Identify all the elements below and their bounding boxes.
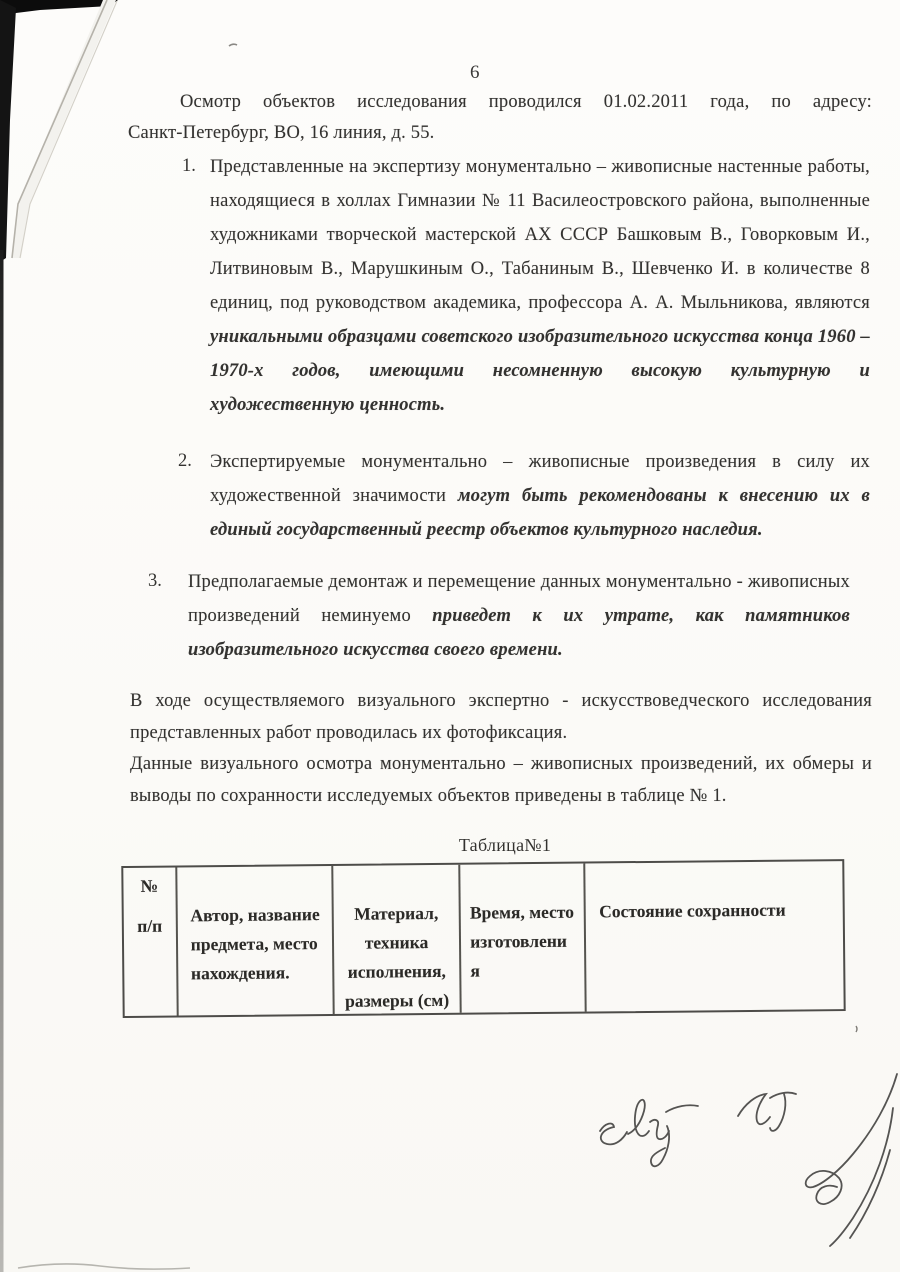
- table-header-line: Материал,: [354, 902, 439, 924]
- text-line: выводы по сохранности исследуемых объектов приведены в таблице № 1.: [130, 785, 727, 806]
- text-line: произведений неминуемо приведет к их утрате, как памятников: [188, 606, 850, 626]
- text-line: В ходе осуществляемого визуального экспертно - искусствоведческого исследования: [130, 691, 872, 711]
- text-line: Санкт-Петербург, ВО, 16 линия, д. 55.: [128, 123, 435, 143]
- dust-speck: [229, 44, 237, 46]
- text-line: уникальными образцами советского изобразительного искусства конца 1960 –: [210, 327, 870, 347]
- table-header-material: [331, 865, 460, 1014]
- left-edge-shadow: [0, 250, 4, 1272]
- table-header-line: Состояние сохранности: [599, 899, 786, 922]
- numbered-item-1: [210, 150, 870, 422]
- text-line: изобразительного искусства своего времени.: [188, 640, 563, 660]
- intro-paragraph: [128, 87, 872, 149]
- list-marker-1: 1.: [182, 156, 196, 176]
- fold-crease-line-inner: [20, 1, 117, 258]
- text-line: Осмотр объектов исследования проводился 01.02.2011 года, по адресу:: [180, 92, 872, 112]
- table-header-author: [175, 866, 333, 1015]
- list-marker-2: 2.: [178, 451, 192, 471]
- text-line: находящиеся в холлах Гимназии № 11 Василеостровского района, выполненные: [210, 191, 870, 211]
- text-line: Представленные на экспертизу монументально – живописные настенные работы,: [210, 157, 870, 177]
- table-caption: Таблица№1: [458, 835, 552, 855]
- table-header-time-place: [458, 864, 585, 1013]
- handwritten-signatures: [560, 1060, 900, 1272]
- table-header-line: №: [140, 875, 159, 896]
- table-1: [121, 859, 845, 1018]
- table-header-line: Автор, название: [190, 904, 320, 926]
- table-header-num: [123, 867, 176, 1015]
- text-line: 1970-х годов, имеющими несомненную высокую культурную и: [210, 361, 870, 381]
- signature-scribble-3: [806, 1074, 897, 1246]
- scanner-black-left-wedge: [0, 0, 16, 262]
- table-header-line: исполнения,: [347, 960, 446, 982]
- numbered-item-3: [188, 565, 850, 667]
- numbered-item-2: [210, 445, 870, 547]
- table-header-line: нахождения.: [190, 962, 290, 984]
- closing-paragraphs: [130, 686, 872, 812]
- text-line: Предполагаемые демонтаж и перемещение данных монументально - живописных: [188, 572, 850, 592]
- text-line: единиц, под руководством академика, профессора А. А. Мыльникова, являются: [210, 293, 870, 313]
- table-header-line: п/п: [137, 915, 163, 936]
- table-header-condition: [584, 861, 844, 1011]
- text-line: художественную ценность.: [210, 395, 446, 415]
- text-line: Данные визуального осмотра монументально – живописных произведений, их обмеры и: [130, 754, 872, 774]
- signature-scribble-1: [600, 1100, 698, 1167]
- text-line: художниками творческой мастерской АХ СССР Башковым В., Говорковым И.,: [210, 225, 870, 245]
- table-header-line: я: [470, 960, 481, 981]
- text-line: Экспертируемые монументально – живописные произведения в силу их: [210, 452, 870, 472]
- page-number: 6: [470, 62, 480, 83]
- signature-scribble-2: [738, 1093, 796, 1131]
- bottom-edge-shadow: [18, 1264, 190, 1269]
- text-line: единый государственный реестр объектов культурного наследия.: [210, 520, 763, 540]
- table-header-line: Время, место: [469, 901, 575, 923]
- table-header-line: размеры (см): [344, 989, 450, 1011]
- table-header-line: техника: [364, 932, 429, 953]
- table-corner-speck: [856, 1026, 857, 1032]
- text-line: Литвиновым В., Марушкиным О., Табаниным В., Шевченко И. в количестве 8: [210, 259, 870, 279]
- text-line: представленных работ проводилась их фотофиксация.: [130, 722, 568, 743]
- table-header-line: предмета, место: [190, 933, 318, 955]
- table-header-line: изготовлени: [470, 930, 568, 952]
- text-line: художественной значимости могут быть рекомендованы к внесению их в: [210, 486, 871, 506]
- list-marker-3: 3.: [148, 571, 162, 591]
